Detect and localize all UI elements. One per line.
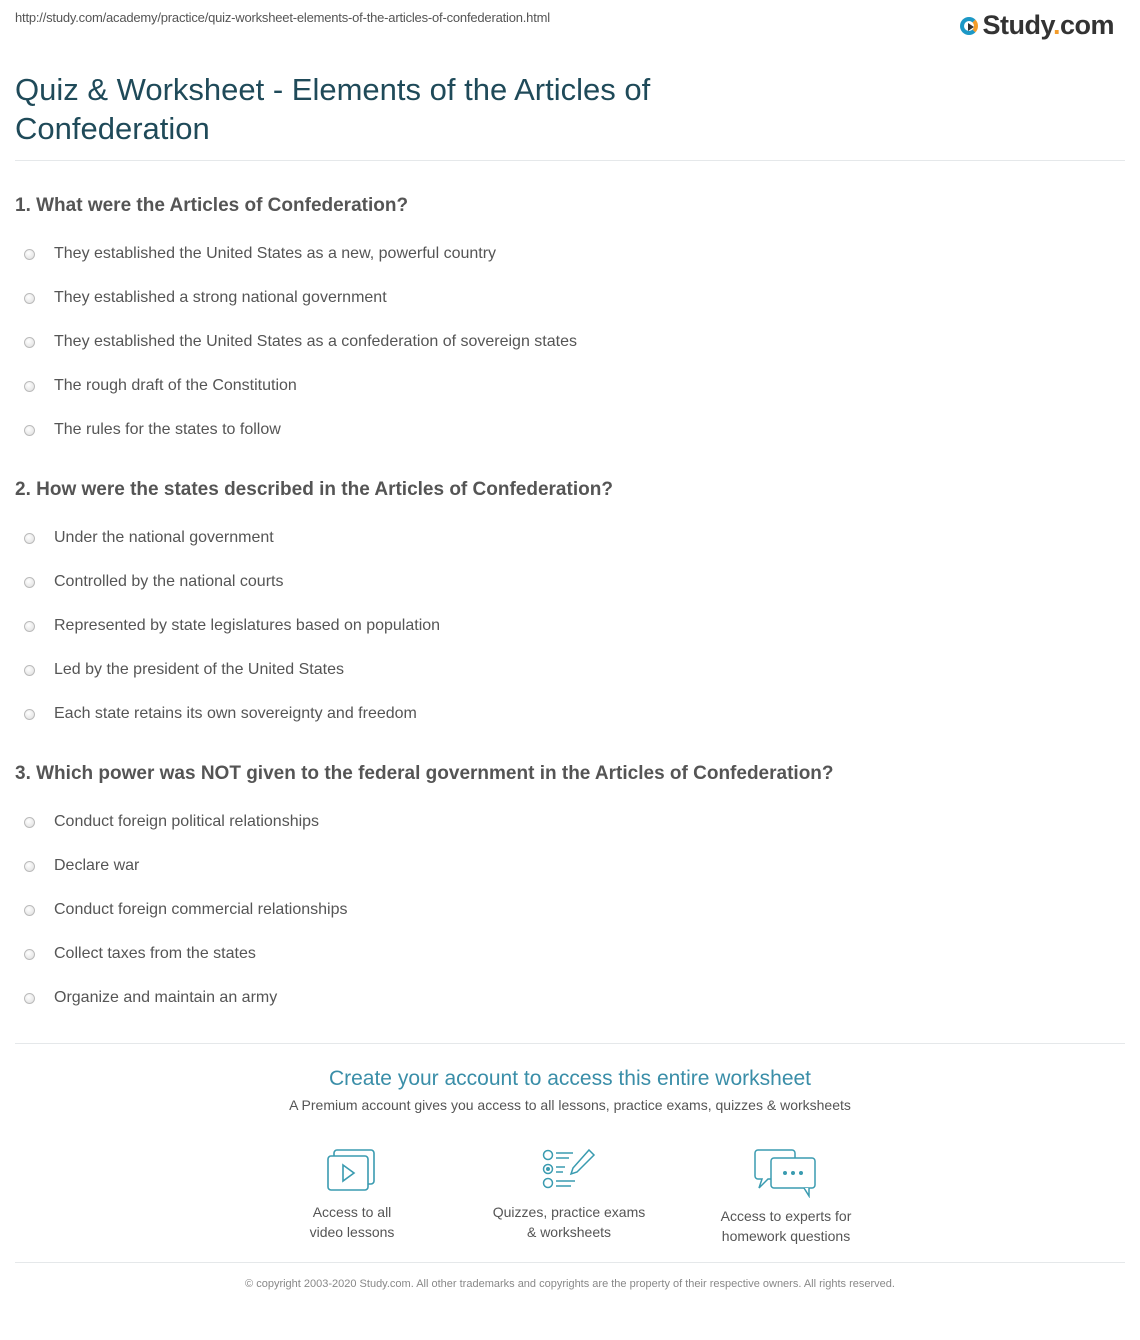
question-title: 1. What were the Articles of Confederation? [15, 195, 409, 216]
radio-button[interactable] [24, 249, 35, 260]
study-logo[interactable] [960, 10, 1114, 41]
radio-button[interactable] [24, 949, 35, 960]
answer-option[interactable]: Led by the president of the United States [15, 648, 1115, 692]
page-title: Quiz & Worksheet - Elements of the Articles of Confederation [15, 72, 651, 146]
feature-experts: Access to experts for homework questions [686, 1148, 886, 1246]
cta-title[interactable]: Create your account to access this entire worksheet [328, 1067, 812, 1090]
divider [15, 1262, 1125, 1263]
answer-option[interactable]: Represented by state legislatures based on population [15, 604, 1115, 648]
answer-option[interactable]: The rules for the states to follow [15, 408, 1115, 452]
question-2 [15, 478, 1115, 736]
radio-button[interactable] [24, 709, 35, 720]
question-1 [15, 194, 1115, 452]
answer-option[interactable]: Declare war [15, 844, 1115, 888]
video-lessons-icon [326, 1148, 378, 1194]
radio-button[interactable] [24, 381, 35, 392]
radio-button[interactable] [24, 993, 35, 1004]
answer-option[interactable]: Organize and maintain an army [15, 976, 1115, 1020]
answer-option[interactable]: Under the national government [15, 516, 1115, 560]
radio-button[interactable] [24, 665, 35, 676]
logo-text: Study.com [982, 10, 1114, 40]
cta-subtitle: A Premium account gives you access to all lessons, practice exams, quizzes & worksheets [289, 1097, 851, 1113]
divider [15, 160, 1125, 161]
feature-video-lessons: Access to all video lessons [252, 1148, 452, 1242]
radio-button[interactable] [24, 905, 35, 916]
radio-button[interactable] [24, 293, 35, 304]
divider [15, 1043, 1125, 1044]
answer-option[interactable]: They established the United States as a new, powerful country [15, 232, 1115, 276]
answer-option[interactable]: They established a strong national government [15, 276, 1115, 320]
answer-option[interactable]: Controlled by the national courts [15, 560, 1115, 604]
radio-button[interactable] [24, 425, 35, 436]
question-3 [15, 762, 1115, 1020]
chat-bubbles-icon [754, 1148, 818, 1198]
answer-option[interactable]: Conduct foreign commercial relationships [15, 888, 1115, 932]
question-title: 3. Which power was NOT given to the federal government in the Articles of Confederation? [15, 763, 834, 784]
radio-button[interactable] [24, 577, 35, 588]
radio-button[interactable] [24, 337, 35, 348]
page-url: http://study.com/academy/practice/quiz-worksheet-elements-of-the-articles-of-confederation.html [15, 10, 550, 25]
answer-option[interactable]: The rough draft of the Constitution [15, 364, 1115, 408]
answer-option[interactable]: Each state retains its own sovereignty and freedom [15, 692, 1115, 736]
radio-button[interactable] [24, 817, 35, 828]
play-circle-icon [960, 17, 978, 35]
radio-button[interactable] [24, 861, 35, 872]
quiz-checklist-icon [541, 1148, 597, 1194]
answer-option[interactable]: Collect taxes from the states [15, 932, 1115, 976]
answer-option[interactable]: They established the United States as a confederation of sovereign states [15, 320, 1115, 364]
question-title: 2. How were the states described in the Articles of Confederation? [15, 479, 613, 500]
radio-button[interactable] [24, 533, 35, 544]
radio-button[interactable] [24, 621, 35, 632]
feature-quizzes: Quizzes, practice exams & worksheets [469, 1148, 669, 1242]
copyright: © copyright 2003-2020 Study.com. All other trademarks and copyrights are the property of their respective owners. All rights reserved. [245, 1278, 895, 1290]
answer-option[interactable]: Conduct foreign political relationships [15, 800, 1115, 844]
